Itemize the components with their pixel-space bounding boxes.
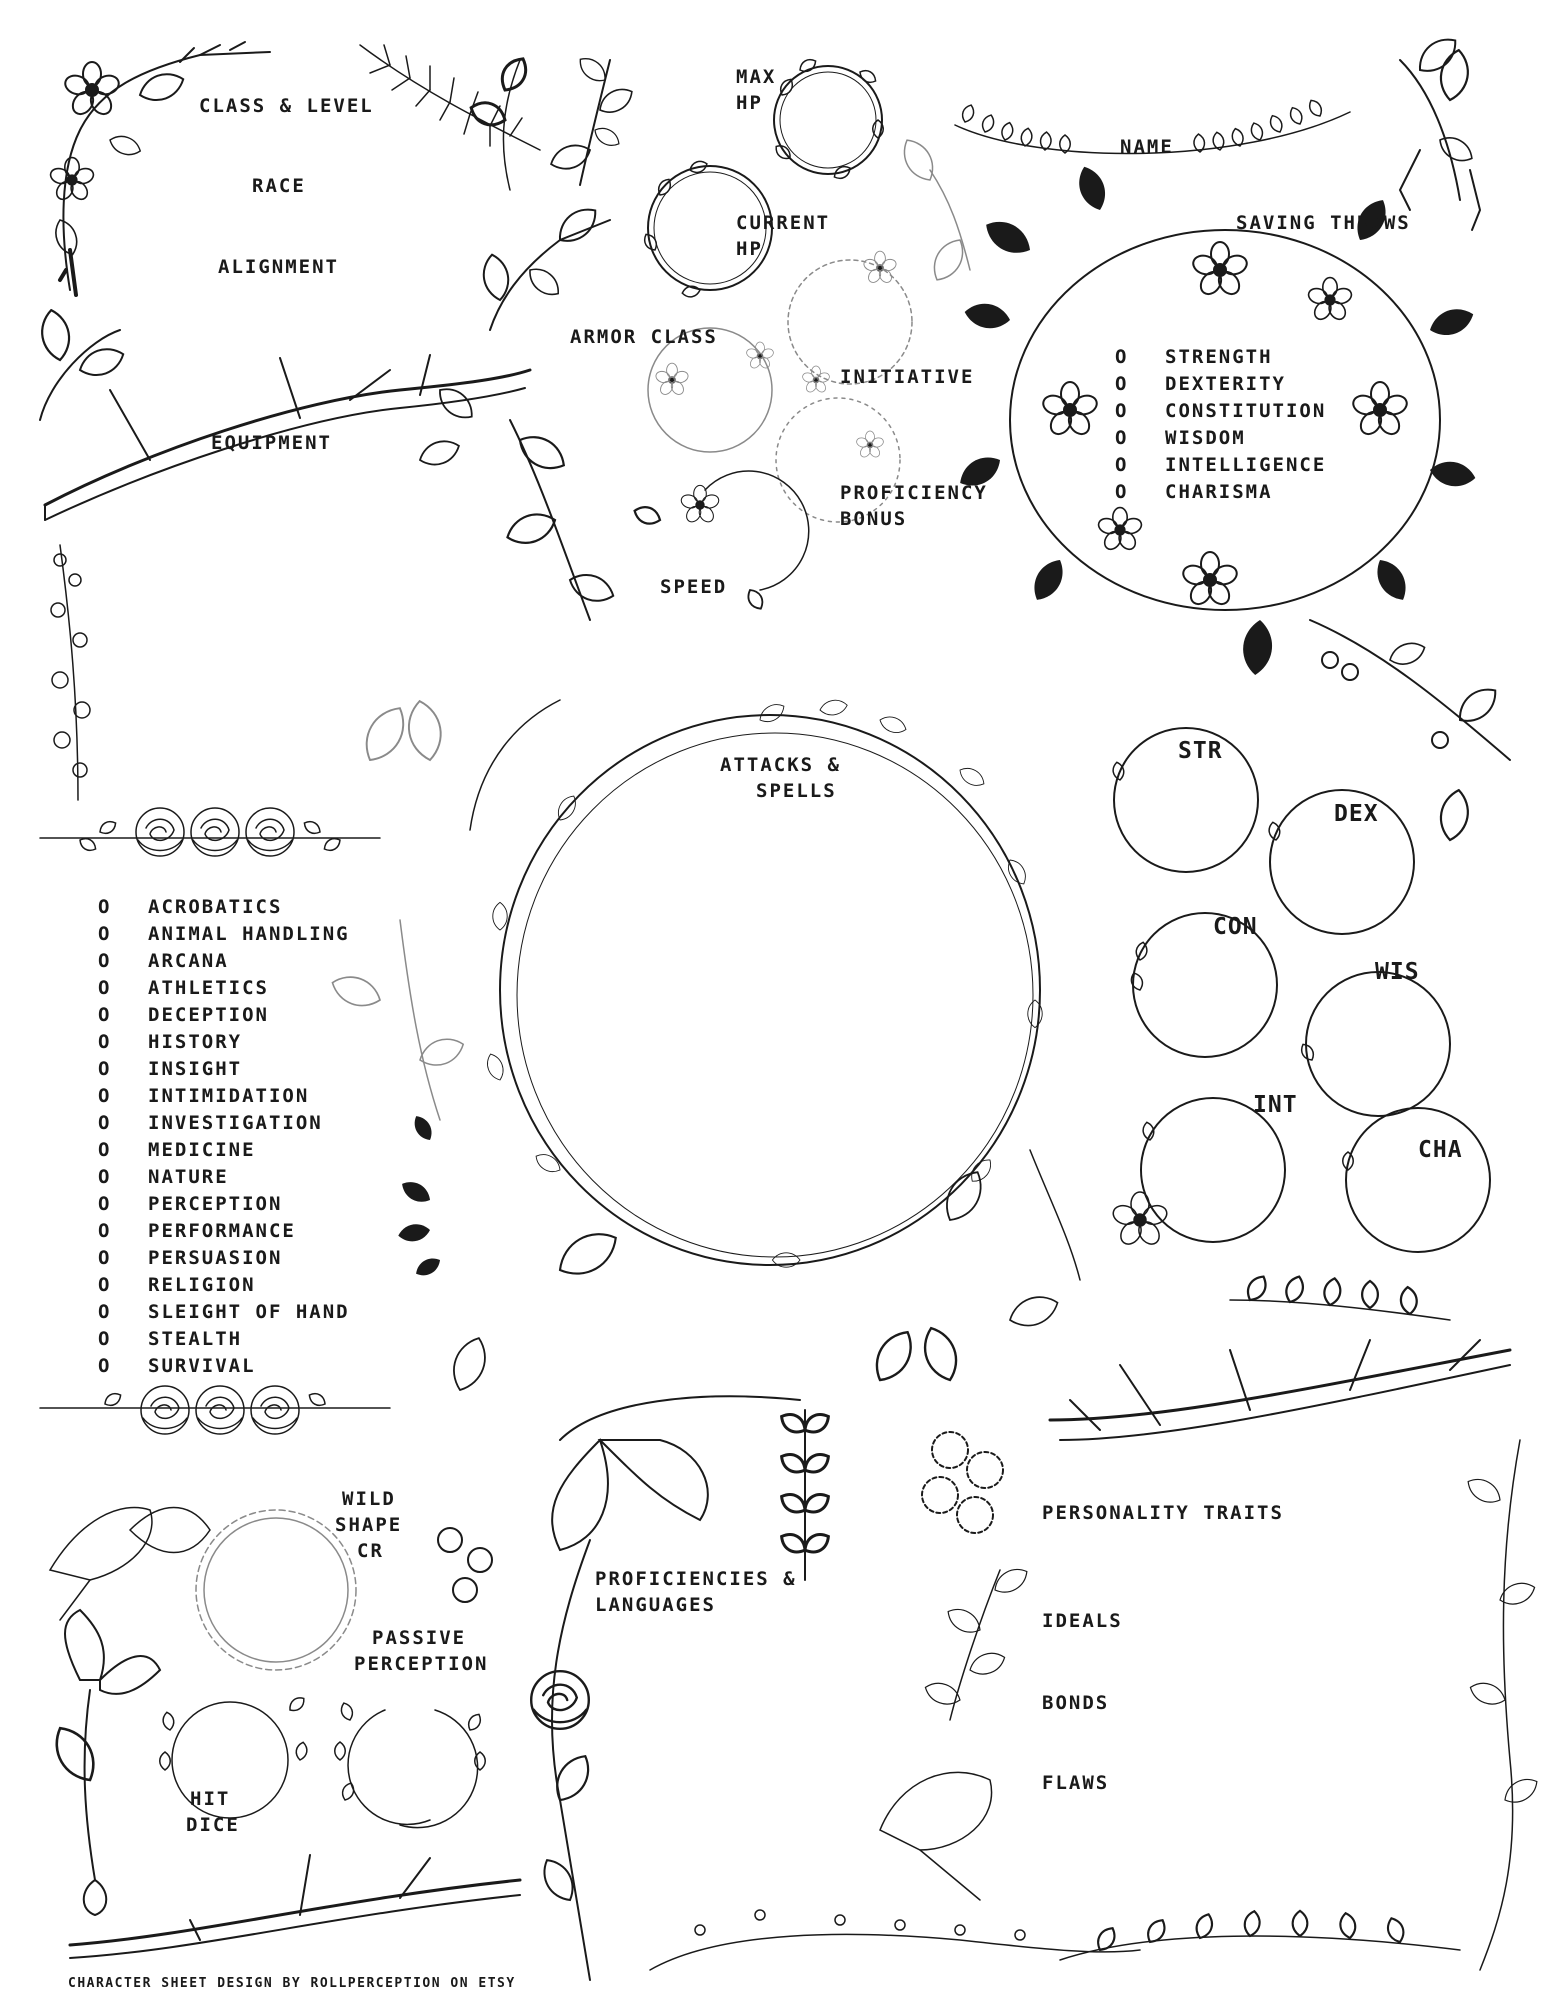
fern-drawing <box>360 45 540 190</box>
tree-branch-drawing <box>1050 1340 1510 1440</box>
name-label: NAME <box>1120 136 1174 158</box>
skill-perception[interactable]: O PERCEPTION <box>98 1191 350 1218</box>
saving-throw-intelligence[interactable]: O INTELLIGENCE <box>1115 452 1326 479</box>
lily-drawing <box>47 1610 160 1915</box>
passive-perception-label-line1: PASSIVE <box>372 1627 467 1649</box>
saving-throws-list <box>1115 344 1326 506</box>
saving-throw-charisma[interactable]: O CHARISMA <box>1115 479 1326 506</box>
skill-sleight-of-hand[interactable]: O SLEIGHT OF HAND <box>98 1299 350 1326</box>
ideals-label: IDEALS <box>1042 1610 1123 1632</box>
attacks-spells-label-line2: SPELLS <box>756 780 837 802</box>
skill-religion[interactable]: O RELIGION <box>98 1272 350 1299</box>
skill-investigation[interactable]: O INVESTIGATION <box>98 1110 350 1137</box>
wild-shape-label-line1: WILD <box>342 1488 396 1510</box>
ability-dex: DEX <box>1334 801 1379 827</box>
proficiency-checkbox[interactable]: O <box>98 1247 112 1269</box>
designer-credit: CHARACTER SHEET DESIGN BY ROLLPERCEPTION ON ETSY <box>68 1976 516 1991</box>
proficiency-checkbox[interactable]: O <box>98 896 112 918</box>
proficiency-checkbox[interactable]: O <box>98 950 112 972</box>
flaws-label: FLAWS <box>1042 1772 1110 1794</box>
proficiency-checkbox[interactable]: O <box>1115 481 1129 503</box>
skill-arcana[interactable]: O ARCANA <box>98 948 350 975</box>
saving-throw-wisdom[interactable]: O WISDOM <box>1115 425 1326 452</box>
ability-str: STR <box>1178 738 1223 764</box>
hit-dice-label-line2: DICE <box>186 1814 240 1836</box>
skill-medicine[interactable]: O MEDICINE <box>98 1137 350 1164</box>
race-label: RACE <box>252 175 306 197</box>
bottom-vine-drawing <box>650 1910 1140 1970</box>
skill-deception[interactable]: O DECEPTION <box>98 1002 350 1029</box>
speed-label: SPEED <box>660 576 728 598</box>
proficiency-checkbox[interactable]: O <box>1115 454 1129 476</box>
current-hp-label-line2: HP <box>736 238 763 260</box>
skill-insight[interactable]: O INSIGHT <box>98 1056 350 1083</box>
proficiency-checkbox[interactable]: O <box>98 1112 112 1134</box>
proficiency-checkbox[interactable]: O <box>98 1031 112 1053</box>
ivy-sprig-drawing <box>547 53 636 185</box>
leafy-sprig-drawing <box>922 1563 1032 1720</box>
proficiency-checkbox[interactable]: O <box>1115 373 1129 395</box>
fuchsia-drawing <box>1400 31 1480 230</box>
proficiency-checkbox[interactable]: O <box>98 1166 112 1188</box>
skill-nature[interactable]: O NATURE <box>98 1164 350 1191</box>
alignment-label: ALIGNMENT <box>218 256 339 278</box>
skill-history[interactable]: O HISTORY <box>98 1029 350 1056</box>
proficiency-checkbox[interactable]: O <box>98 1193 112 1215</box>
hit-dice-wreath <box>160 1694 309 1818</box>
proficiency-checkbox[interactable]: O <box>98 1004 112 1026</box>
proficiency-checkbox[interactable]: O <box>98 1139 112 1161</box>
bottom-branch-drawing <box>70 1855 520 1958</box>
class-level-label: CLASS & LEVEL <box>199 95 374 117</box>
ginkgo-leaf-drawing <box>880 1772 992 1900</box>
ability-cha: CHA <box>1418 1137 1463 1163</box>
skill-athletics[interactable]: O ATHLETICS <box>98 975 350 1002</box>
ability-con: CON <box>1213 914 1258 940</box>
skill-animal-handling[interactable]: O ANIMAL HANDLING <box>98 921 350 948</box>
max-hp-wreath <box>773 56 883 181</box>
bonds-label: BONDS <box>1042 1692 1110 1714</box>
sprig-drawing <box>480 201 610 330</box>
hit-dice-label-line1: HIT <box>190 1788 231 1810</box>
skill-persuasion[interactable]: O PERSUASION <box>98 1245 350 1272</box>
attacks-spells-label-line1: ATTACKS & <box>720 754 841 776</box>
skill-survival[interactable]: O SURVIVAL <box>98 1353 350 1380</box>
maple-leaf-drawing <box>446 1165 1062 1395</box>
ginkgo-drawing <box>50 1508 210 1621</box>
equipment-label: EQUIPMENT <box>211 432 332 454</box>
skill-acrobatics[interactable]: O ACROBATICS <box>98 894 350 921</box>
ivy-vine-drawing <box>416 382 617 620</box>
saving-throws-title: SAVING THROWS <box>1236 212 1411 234</box>
proficiency-checkbox[interactable]: O <box>98 1058 112 1080</box>
saving-throw-dexterity[interactable]: O DEXTERITY <box>1115 371 1326 398</box>
proficiencies-languages-label-line1: PROFICIENCIES & <box>595 1568 797 1590</box>
proficiencies-languages-label-line2: LANGUAGES <box>595 1594 716 1616</box>
proficiency-checkbox[interactable]: O <box>98 1328 112 1350</box>
proficiency-bonus-label-line2: BONUS <box>840 508 908 530</box>
current-hp-label-line1: CURRENT <box>736 212 831 234</box>
proficiency-checkbox[interactable]: O <box>1115 427 1129 449</box>
proficiency-checkbox[interactable]: O <box>98 1355 112 1377</box>
saving-throw-strength[interactable]: O STRENGTH <box>1115 344 1326 371</box>
proficiency-checkbox[interactable]: O <box>1115 400 1129 422</box>
skills-list <box>98 894 350 1380</box>
armor-class-label: ARMOR CLASS <box>570 326 718 348</box>
black-leaves-drawing <box>397 1112 444 1280</box>
passive-perception-wreath <box>335 1701 486 1827</box>
skill-intimidation[interactable]: O INTIMIDATION <box>98 1083 350 1110</box>
proficiency-checkbox[interactable]: O <box>98 1085 112 1107</box>
blackberry-drawing <box>868 1323 1003 1533</box>
proficiency-checkbox[interactable]: O <box>98 1301 112 1323</box>
hibiscus-drawing <box>438 1396 832 1980</box>
initiative-label: INITIATIVE <box>840 366 975 388</box>
proficiency-bonus-label-line1: PROFICIENCY <box>840 482 988 504</box>
skill-performance[interactable]: O PERFORMANCE <box>98 1218 350 1245</box>
flowering-stalk-drawing <box>51 545 90 800</box>
passive-perception-label-line2: PERCEPTION <box>354 1653 489 1675</box>
max-hp-label-line1: MAX <box>736 66 777 88</box>
ability-int: INT <box>1253 1092 1298 1118</box>
oak-leaf-drawing <box>897 134 971 286</box>
wild-shape-label-line3: CR <box>357 1540 384 1562</box>
ability-wis: WIS <box>1375 959 1420 985</box>
skill-stealth[interactable]: O STEALTH <box>98 1326 350 1353</box>
proficiency-checkbox[interactable]: O <box>98 923 112 945</box>
personality-traits-label: PERSONALITY TRAITS <box>1042 1502 1284 1524</box>
fern-sprig-drawing <box>1111 1192 1450 1320</box>
equipment-branch-drawing <box>38 308 530 520</box>
proficiency-checkbox[interactable]: O <box>1115 346 1129 368</box>
wild-shape-label-line2: SHAPE <box>335 1514 403 1536</box>
rose-garland-bottom <box>40 1386 390 1434</box>
ability-circles <box>1112 728 1490 1252</box>
wild-shape-wreath <box>196 1510 356 1670</box>
proficiency-checkbox[interactable]: O <box>98 1274 112 1296</box>
proficiency-checkbox[interactable]: O <box>98 1220 112 1242</box>
rose-garland-top <box>40 808 380 856</box>
saving-throw-constitution[interactable]: O CONSTITUTION <box>1115 398 1326 425</box>
max-hp-label-line2: HP <box>736 92 763 114</box>
proficiency-checkbox[interactable]: O <box>98 977 112 999</box>
